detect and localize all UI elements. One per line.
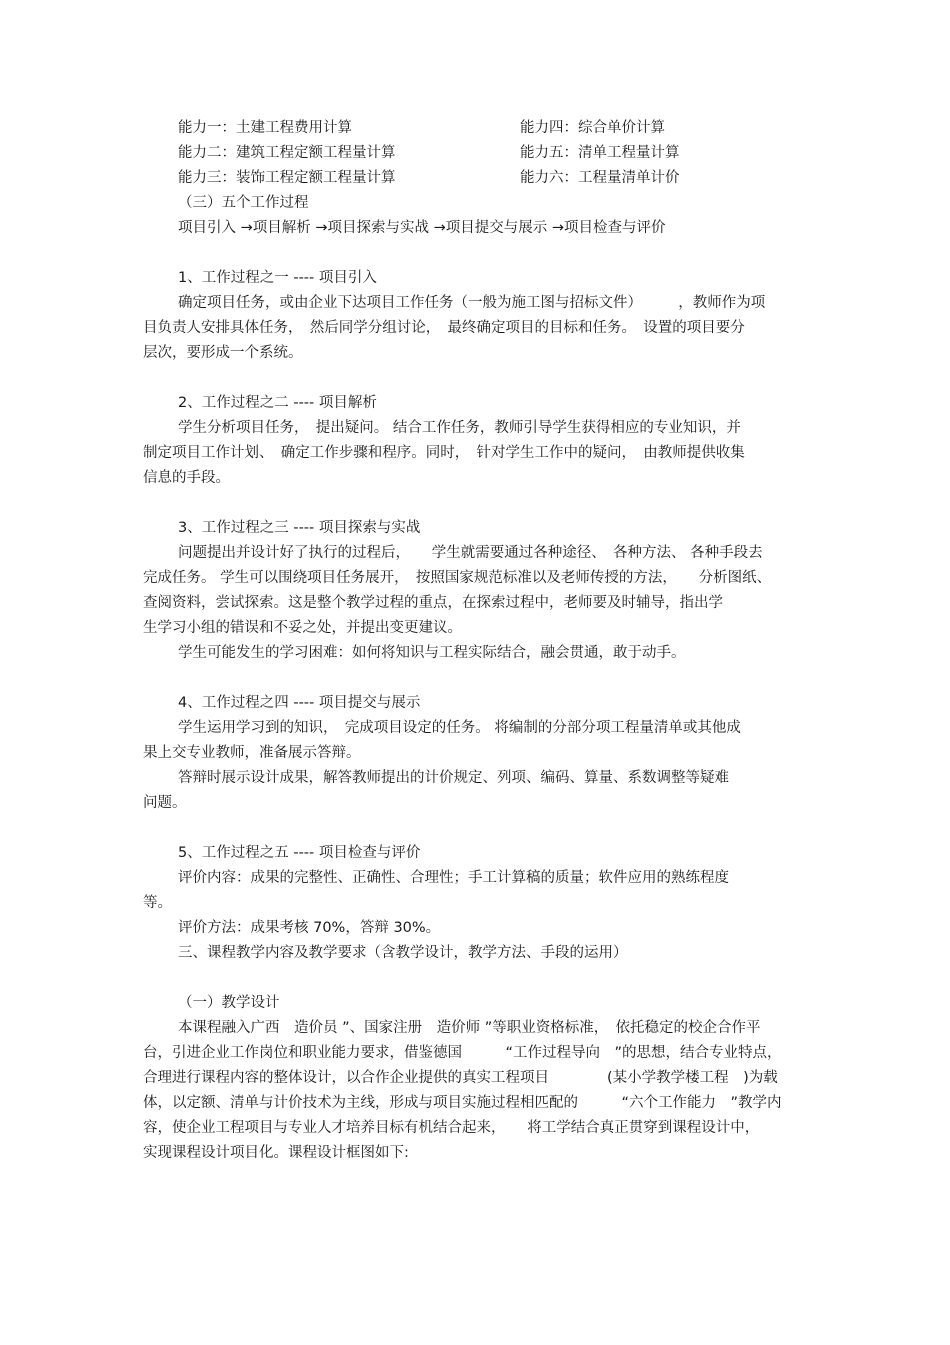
paragraph-line: 完成任务。 学生可以围绕项目任务展开， 按照国家规范标准以及老师传授的方法， 分析图纸、 bbox=[143, 570, 772, 586]
paragraph-line: 评价内容：成果的完整性、正确性、合理性；手工计算稿的质量；软件应用的熟练程度 bbox=[178, 870, 729, 886]
paragraph-line: 容，使企业工程项目与专业人才培养目标有机结合起来， 将工学结合真正贯穿到课程设计中， bbox=[143, 1120, 760, 1136]
paragraph-line: 查阅资料，尝试探索。这是整个教学过程的重点，在探索过程中，老师要及时辅导，指出学 bbox=[143, 595, 723, 611]
step-title: 1、工作过程之一 ---- 项目引入 bbox=[178, 270, 377, 286]
ability-2: 能力二：建筑工程定额工程量计算 bbox=[178, 145, 396, 161]
paragraph-line: 层次，要形成一个系统。 bbox=[143, 345, 303, 361]
paragraph-line: 学生分析项目任务， 提出疑问。 结合工作任务，教师引导学生获得相应的专业知识，并 bbox=[178, 420, 741, 436]
ability-6: 能力六：工程量清单计价 bbox=[520, 170, 680, 186]
ability-4: 能力四：综合单价计算 bbox=[520, 120, 665, 136]
step-title: 5、工作过程之五 ---- 项目检查与评价 bbox=[178, 845, 421, 861]
process-heading: （三）五个工作过程 bbox=[178, 195, 309, 211]
paragraph-line: 确定项目任务，或由企业下达项目工作任务（一般为施工图与招标文件） ，教师作为项 bbox=[178, 295, 766, 311]
step-title: 4、工作过程之四 ---- 项目提交与展示 bbox=[178, 695, 421, 711]
paragraph-line: 目负责人安排具体任务， 然后同学分组讨论， 最终确定项目的目标和任务。 设置的项目要分 bbox=[143, 320, 745, 336]
ability-1: 能力一：土建工程费用计算 bbox=[178, 120, 352, 136]
paragraph-line: 体，以定额、清单与计价技术为主线，形成与项目实施过程相匹配的 “六个工作能力 ”教学内 bbox=[143, 1095, 782, 1111]
ability-5: 能力五：清单工程量计算 bbox=[520, 145, 680, 161]
paragraph-line: 问题提出并设计好了执行的过程后， 学生就需要通过各种途径、 各种方法、 各种手段去 bbox=[178, 545, 763, 561]
paragraph-line: 果上交专业教师，准备展示答辩。 bbox=[143, 745, 361, 761]
paragraph-line: 实现课程设计项目化。课程设计框图如下: bbox=[143, 1145, 409, 1161]
paragraph-line: 答辩时展示设计成果，解答教师提出的计价规定、列项、编码、算量、系数调整等疑难 bbox=[178, 770, 729, 786]
paragraph-line: 学生可能发生的学习困难：如何将知识与工程实际结合，融会贯通，敢于动手。 bbox=[178, 645, 686, 661]
paragraph-line: 问题。 bbox=[143, 795, 187, 811]
paragraph-line: 制定项目工作计划、 确定工作步骤和程序。同时， 针对学生工作中的疑问， 由教师提供收集 bbox=[143, 445, 745, 461]
paragraph-line: 本课程融入广西 造价员 ”、国家注册 造价师 ”等职业资格标准， 依托稳定的校企合作平 bbox=[178, 1020, 761, 1036]
step-title: 3、工作过程之三 ---- 项目探索与实战 bbox=[178, 520, 421, 536]
paragraph-line: 生学习小组的错误和不妥之处，并提出变更建议。 bbox=[143, 620, 462, 636]
paragraph-line: 信息的手段。 bbox=[143, 470, 230, 486]
paragraph-line: 台，引进企业工作岗位和职业能力要求，借鉴德国 “工作过程导向 ”的思想，结合专业特点， bbox=[143, 1045, 782, 1061]
paragraph-line: 等。 bbox=[143, 895, 172, 911]
ability-3: 能力三：装饰工程定额工程量计算 bbox=[178, 170, 396, 186]
step-title: 2、工作过程之二 ---- 项目解析 bbox=[178, 395, 377, 411]
subsection-title: （一）教学设计 bbox=[178, 995, 280, 1011]
paragraph-line: 评价方法：成果考核 70%，答辩 30%。 bbox=[178, 920, 441, 936]
paragraph-line: 学生运用学习到的知识， 完成项目设定的任务。 将编制的分部分项工程量清单或其他成 bbox=[178, 720, 741, 736]
section-title: 三、课程教学内容及教学要求（含教学设计，教学方法、手段的运用） bbox=[178, 945, 628, 961]
paragraph-line: 合理进行课程内容的整体设计，以合作企业提供的真实工程项目 (某小学教学楼工程 )为载 bbox=[143, 1070, 778, 1086]
process-flow: 项目引入 →项目解析 →项目探索与实战 →项目提交与展示 →项目检查与评价 bbox=[178, 220, 666, 236]
